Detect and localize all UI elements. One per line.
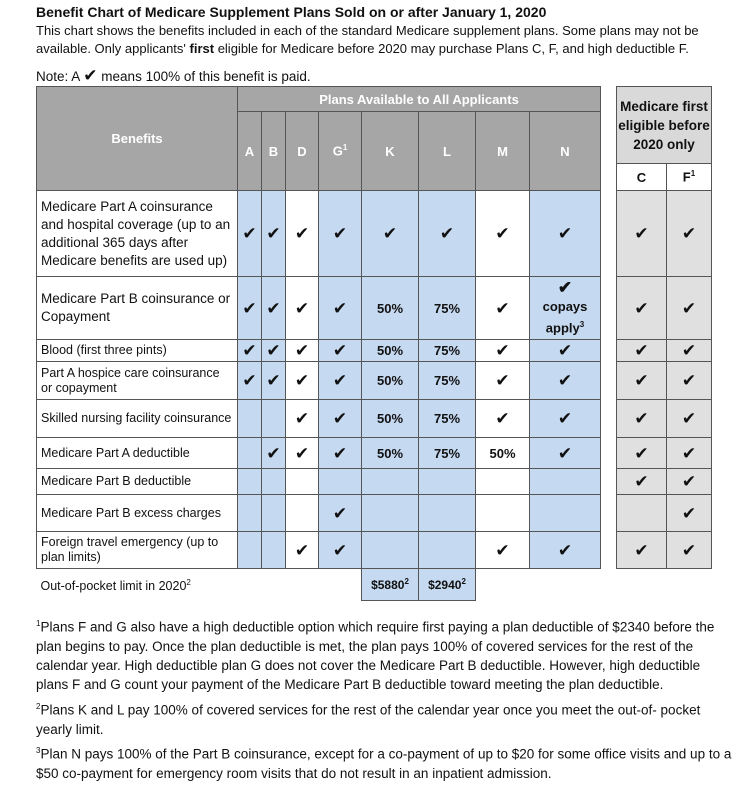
check-icon: ✔ (681, 341, 697, 360)
plan-cell-k (362, 532, 419, 569)
check-icon: ✔ (495, 341, 510, 360)
intro-paragraph (36, 22, 736, 58)
plans-group-header: Plans Available to All Applicants (238, 87, 601, 112)
benefit-label: Blood (first three pints) (37, 340, 238, 362)
plan-cell-k (362, 469, 419, 495)
plan-cell-c (617, 400, 667, 438)
check-icon: ✔ (634, 341, 649, 360)
check-icon: ✔ (495, 371, 510, 390)
plan-cell-d (286, 277, 319, 340)
cell-value: 75% (433, 300, 461, 316)
cell-value: 75% (433, 373, 461, 388)
side-table (616, 86, 712, 569)
plan-cell-k (362, 340, 419, 362)
plan-cell-c (617, 340, 667, 362)
plan-cell-l (419, 340, 476, 362)
plan-cell-g (319, 438, 362, 469)
plan-cell-d (286, 400, 319, 438)
cell-value: 75% (433, 411, 461, 426)
cell-value: 75% (433, 343, 461, 358)
check-icon: ✔ (634, 224, 649, 243)
check-icon: ✔ (332, 224, 348, 243)
plan-header-f: $F^1$ (667, 164, 712, 191)
plan-cell-l (419, 400, 476, 438)
check-icon: ✔ (266, 224, 281, 243)
plan-cell-c (617, 469, 667, 495)
plan-cell-k (362, 495, 419, 532)
plan-cell-a (238, 400, 262, 438)
plan-cell-g (319, 340, 362, 362)
plan-cell-d (286, 495, 319, 532)
check-icon: ✔ (557, 224, 573, 243)
plan-cell-c (617, 438, 667, 469)
plan-cell-f (667, 532, 712, 569)
plan-cell-a (238, 340, 262, 362)
plan-cell-d (286, 532, 319, 569)
plan-cell-k (362, 362, 419, 400)
plan-cell-k (362, 277, 419, 340)
check-icon: ✔ (242, 298, 257, 318)
side-header: Medicare first eligible before 2020 only (617, 87, 712, 164)
check-icon: ✔ (294, 341, 310, 360)
table-row (37, 277, 601, 340)
check-icon: ✔ (294, 371, 310, 390)
plan-header-m: M (476, 112, 530, 191)
check-icon: ✔ (242, 224, 257, 243)
table-row (37, 469, 601, 495)
plan-header-d: D (286, 112, 319, 191)
plan-cell-g (319, 469, 362, 495)
check-icon: ✔ (681, 443, 697, 463)
plan-cell-a (238, 362, 262, 400)
benefit-label: Part A hospice care coinsurance or copayment (37, 362, 238, 400)
check-icon: ✔ (294, 409, 310, 428)
plan-cell-f (667, 340, 712, 362)
plan-cell-a (238, 277, 262, 340)
footnote-2: $^2$Plans K and L pay 100% of covered services for the rest of the calendar year once you meet the out-of- pocket yearly limit. (36, 702, 701, 737)
plan-cell-d (286, 438, 319, 469)
plan-cell-f (667, 362, 712, 400)
plan-cell-n (530, 340, 601, 362)
plan-cell-b (262, 400, 286, 438)
note-before: Note: A (36, 69, 84, 84)
oop-label: Out-of-pocket limit in 2020$^2$ (40, 578, 191, 594)
table-row (37, 438, 601, 469)
plan-cell-d (286, 362, 319, 400)
check-icon: ✔ (681, 224, 697, 243)
check-icon: ✔ (557, 277, 573, 297)
plan-cell-m (476, 400, 530, 438)
plan-cell-g (319, 362, 362, 400)
plan-cell-f (667, 400, 712, 438)
note-after: means 100% of this benefit is paid. (97, 69, 311, 84)
plan-cell-f (667, 469, 712, 495)
check-icon: ✔ (332, 409, 348, 428)
intro-text-2: eligible for Medicare before 2020 may purchase Plans C, F, and high deductible F. (214, 41, 689, 56)
plan-header-k: K (362, 112, 419, 191)
oop-row (37, 569, 601, 601)
check-icon: ✔ (557, 540, 573, 560)
plan-cell-c (617, 277, 667, 340)
check-icon: ✔ (681, 409, 697, 428)
plan-cell-a (238, 495, 262, 532)
check-icon: ✔ (634, 371, 649, 390)
check-icon: ✔ (294, 540, 310, 560)
cell-value: 50% (376, 445, 404, 461)
plan-cell-f (667, 277, 712, 340)
plan-cell-l (419, 362, 476, 400)
cell-value: 50% (376, 373, 404, 388)
check-icon: ✔ (266, 371, 281, 390)
plan-header-g: $G^1$ (319, 112, 362, 191)
plan-cell-b (262, 362, 286, 400)
plan-header-a: A (238, 112, 262, 191)
plan-cell-c (617, 191, 667, 277)
check-icon: ✔ (294, 443, 310, 463)
plan-cell-k (362, 400, 419, 438)
side-row (617, 191, 712, 277)
plan-cell-m (476, 362, 530, 400)
side-row (617, 277, 712, 340)
plan-cell-f (667, 495, 712, 532)
empty-cell (262, 569, 286, 601)
plan-cell-m (476, 340, 530, 362)
check-icon: ✔ (557, 443, 573, 463)
benefit-label: Medicare Part B deductible (37, 469, 238, 495)
note (36, 67, 311, 84)
plan-cell-k (362, 438, 419, 469)
plan-cell-l (419, 277, 476, 340)
check-icon: ✔ (332, 371, 348, 390)
plan-cell-m (476, 191, 530, 277)
plan-cell-d (286, 340, 319, 362)
plan-cell-n (530, 191, 601, 277)
plan-cell-n (530, 400, 601, 438)
empty-cell (286, 569, 319, 601)
check-icon: ✔ (382, 224, 398, 243)
check-icon: ✔ (681, 503, 697, 523)
plan-cell-b (262, 340, 286, 362)
check-icon: ✔ (557, 371, 573, 390)
check-icon: ✔ (634, 298, 649, 318)
plan-cell-n: ✔ copays apply$^3$ (530, 277, 601, 340)
plan-header-c: C (617, 164, 667, 191)
oop-l: $2940$^2$ (419, 569, 476, 601)
plan-cell-g (319, 532, 362, 569)
check-icon: ✔ (294, 224, 310, 243)
copays-note: copays apply (542, 298, 588, 336)
plan-cell-g (319, 277, 362, 340)
benefits-header: Benefits (37, 87, 238, 191)
plan-cell-l (419, 495, 476, 532)
cell-value: 50% (376, 300, 404, 316)
plan-cell-a (238, 532, 262, 569)
plan-cell-m (476, 532, 530, 569)
plan-cell-l (419, 469, 476, 495)
plan-cell-k (362, 191, 419, 277)
check-icon: ✔ (242, 341, 257, 360)
check-icon: ✔ (266, 341, 281, 360)
table-row (37, 495, 601, 532)
plan-cell-f (667, 438, 712, 469)
check-icon: ✔ (495, 298, 510, 318)
benefit-label: Medicare Part A deductible (37, 438, 238, 469)
check-icon: ✔ (439, 224, 455, 243)
check-icon: ✔ (332, 503, 348, 523)
check-icon: ✔ (242, 371, 257, 390)
check-icon: ✔ (332, 540, 348, 560)
plan-header-l: L (419, 112, 476, 191)
intro-text-1: This chart shows the benefits included in each of the standard Medicare supplement plans. Some plans may not be available. Only applicants' (36, 23, 699, 56)
side-row (617, 532, 712, 569)
empty-cell (530, 569, 601, 601)
plan-cell-n (530, 438, 601, 469)
check-icon: ✔ (681, 298, 697, 318)
plan-cell-n (530, 532, 601, 569)
plan-cell-f (667, 191, 712, 277)
table-row (37, 340, 601, 362)
plan-cell-n (530, 362, 601, 400)
page-title: Benefit Chart of Medicare Supplement Plans Sold on or after January 1, 2020 (36, 4, 547, 20)
plan-cell-c (617, 362, 667, 400)
check-icon: ✔ (495, 409, 510, 428)
check-icon: ✔ (332, 298, 348, 318)
benefit-label: Medicare Part B coinsurance or Copayment (37, 277, 238, 340)
plan-cell-n (530, 469, 601, 495)
plan-cell-d (286, 191, 319, 277)
plan-cell-m (476, 495, 530, 532)
plan-cell-l (419, 191, 476, 277)
footnote-1: $^1$Plans F and G also have a high deductible option which require first paying a plan deductible of $2340 before the plan begins to pay. Once the plan deductible is met, the plan pays 100% of covered services for the rest of the calendar year. High deductible plan G does not cover the Medicare Part B deductible. However, high deductible plans F and G count your payment of the Medicare Part B deductible toward meeting the plan deductible. (36, 619, 715, 692)
plan-cell-b (262, 191, 286, 277)
table-row (37, 532, 601, 569)
check-icon: ✔ (332, 443, 348, 463)
benefit-label: Skilled nursing facility coinsurance (37, 400, 238, 438)
benefit-label: Medicare Part A coinsurance and hospital coverage (up to an additional 365 days after Medicare benefits are used up) (37, 191, 238, 277)
side-row (617, 438, 712, 469)
check-icon: ✔ (634, 472, 649, 491)
check-icon: ✔ (681, 472, 697, 491)
check-icon: ✔ (266, 298, 281, 318)
table-row (37, 191, 601, 277)
check-icon: ✔ (681, 371, 697, 390)
plan-header-b: B (262, 112, 286, 191)
plan-cell-m (476, 277, 530, 340)
intro-bold: first (189, 41, 215, 56)
plan-cell-l (419, 532, 476, 569)
check-icon: ✔ (557, 409, 573, 428)
plan-cell-a (238, 438, 262, 469)
side-row (617, 362, 712, 400)
check-icon: ✔ (332, 341, 348, 360)
plan-cell-b (262, 532, 286, 569)
plan-header-n: N (530, 112, 601, 191)
plan-cell-b (262, 277, 286, 340)
check-icon: ✔ (557, 341, 573, 360)
empty-cell (319, 569, 362, 601)
empty-cell (476, 569, 530, 601)
cell-value: 50% (376, 411, 404, 426)
check-icon: ✔ (634, 540, 649, 560)
plan-cell-c (617, 495, 667, 532)
plan-cell-m (476, 438, 530, 469)
plan-cell-c (617, 532, 667, 569)
side-row (617, 340, 712, 362)
plan-cell-m (476, 469, 530, 495)
cell-value: 50% (376, 343, 404, 358)
check-icon: ✔ (495, 224, 510, 243)
plan-cell-a (238, 469, 262, 495)
check-icon: ✔ (83, 66, 98, 85)
plan-cell-b (262, 438, 286, 469)
check-icon: ✔ (681, 540, 697, 560)
plan-cell-g (319, 191, 362, 277)
plan-cell-a (238, 191, 262, 277)
plan-cell-g (319, 400, 362, 438)
cell-value: 75% (433, 445, 461, 461)
check-icon: ✔ (266, 443, 281, 463)
check-icon: ✔ (634, 409, 649, 428)
footnote-3: $^3$Plan N pays 100% of the Part B coinsurance, except for a co-payment of up to $20 for some office visits and up to a $50 co-payment for emergency room visits that do not result in an inpatient admission. (36, 746, 732, 781)
side-row (617, 495, 712, 532)
plan-cell-n (530, 495, 601, 532)
benefit-label: Medicare Part B excess charges (37, 495, 238, 532)
side-row (617, 469, 712, 495)
table-row (37, 362, 601, 400)
check-icon: ✔ (495, 540, 510, 560)
table-row (37, 400, 601, 438)
plan-cell-d (286, 469, 319, 495)
check-icon: ✔ (634, 443, 649, 463)
empty-cell (238, 569, 262, 601)
plan-cell-l (419, 438, 476, 469)
side-row (617, 400, 712, 438)
check-icon: ✔ (294, 298, 310, 318)
benefits-table (36, 86, 601, 601)
plan-cell-b (262, 495, 286, 532)
cell-value: 50% (489, 445, 516, 461)
plan-cell-b (262, 469, 286, 495)
plan-cell-g (319, 495, 362, 532)
benefit-label: Foreign travel emergency (up to plan limits) (37, 532, 238, 569)
oop-k: $5880$^2$ (362, 569, 419, 601)
